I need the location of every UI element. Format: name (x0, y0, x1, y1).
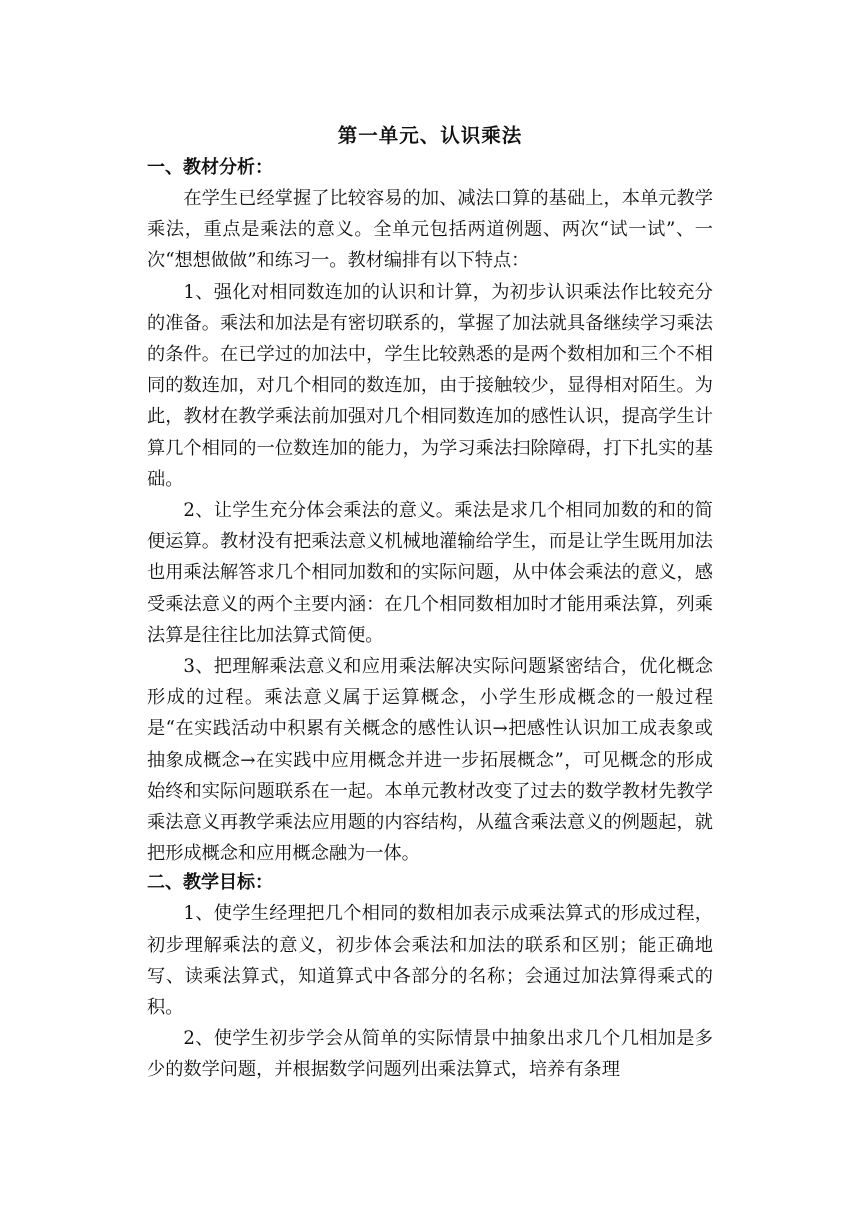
paragraph: 1、强化对相同数连加的认识和计算，为初步认识乘法作比较充分的准备。乘法和加法是有密切联系的，掌握了加法就具备继续学习乘法的条件。在已学过的加法中，学生比较熟悉的是两个数相加和三个不相同的数连加，对几个相同的数连加，由于接触较少，显得相对陌生。为此，教材在教学乘法前加强对几个相同数连加的感性认识，提高学生计算几个相同的一位数连加的能力，为学习乘法扫除障碍，打下扎实的基础。 (147, 281, 713, 490)
document-page (147, 118, 713, 1086)
document-title: 第一单元、认识乘法 (337, 124, 523, 147)
paragraph: 1、使学生经理把几个相同的数相加表示成乘法算式的形成过程，初步理解乘法的意义，初步体会乘法和加法的联系和区别；能正确地写、读乘法算式，知道算式中各部分的名称；会通过加法算得乘式的积。 (147, 903, 713, 1019)
paragraph: 2、使学生初步学会从简单的实际情景中抽象出求几个几相加是多少的数学问题，并根据数学问题列出乘法算式，培养有条理 (147, 1028, 713, 1081)
paragraph: 在学生已经掌握了比较容易的加、减法口算的基础上，本单元教学乘法，重点是乘法的意义。全单元包括两道例题、两次“试一试”、一次“想想做做”和练习一。教材编排有以下特点： (147, 188, 713, 272)
paragraph: 3、把理解乘法意义和应用乘法解决实际问题紧密结合，优化概念形成的过程。乘法意义属于运算概念，小学生形成概念的一般过程是“在实践活动中积累有关概念的感性认识→把感性认识加工成表象或抽象成概念→在实践中应用概念并进一步拓展概念”，可见概念的形成始终和实际问题联系在一起。本单元教材改变了过去的数学教材先教学乘法意义再教学乘法应用题的内容结构，从蕴含乘法意义的例题起，就把形成概念和应用概念融为一体。 (147, 656, 713, 865)
section-heading: 一、教材分析： (147, 157, 273, 178)
paragraph: 2、让学生充分体会乘法的意义。乘法是求几个相同加数的和的简便运算。教材没有把乘法意义机械地灌输给学生，而是让学生既用加法也用乘法解答求几个相同加数和的实际问题，从中体会乘法的意义，感受乘法意义的两个主要内涵：在几个相同数相加时才能用乘法算，列乘法算是往往比加法算式简便。 (147, 500, 713, 646)
section-heading: 二、教学目标： (147, 872, 273, 894)
